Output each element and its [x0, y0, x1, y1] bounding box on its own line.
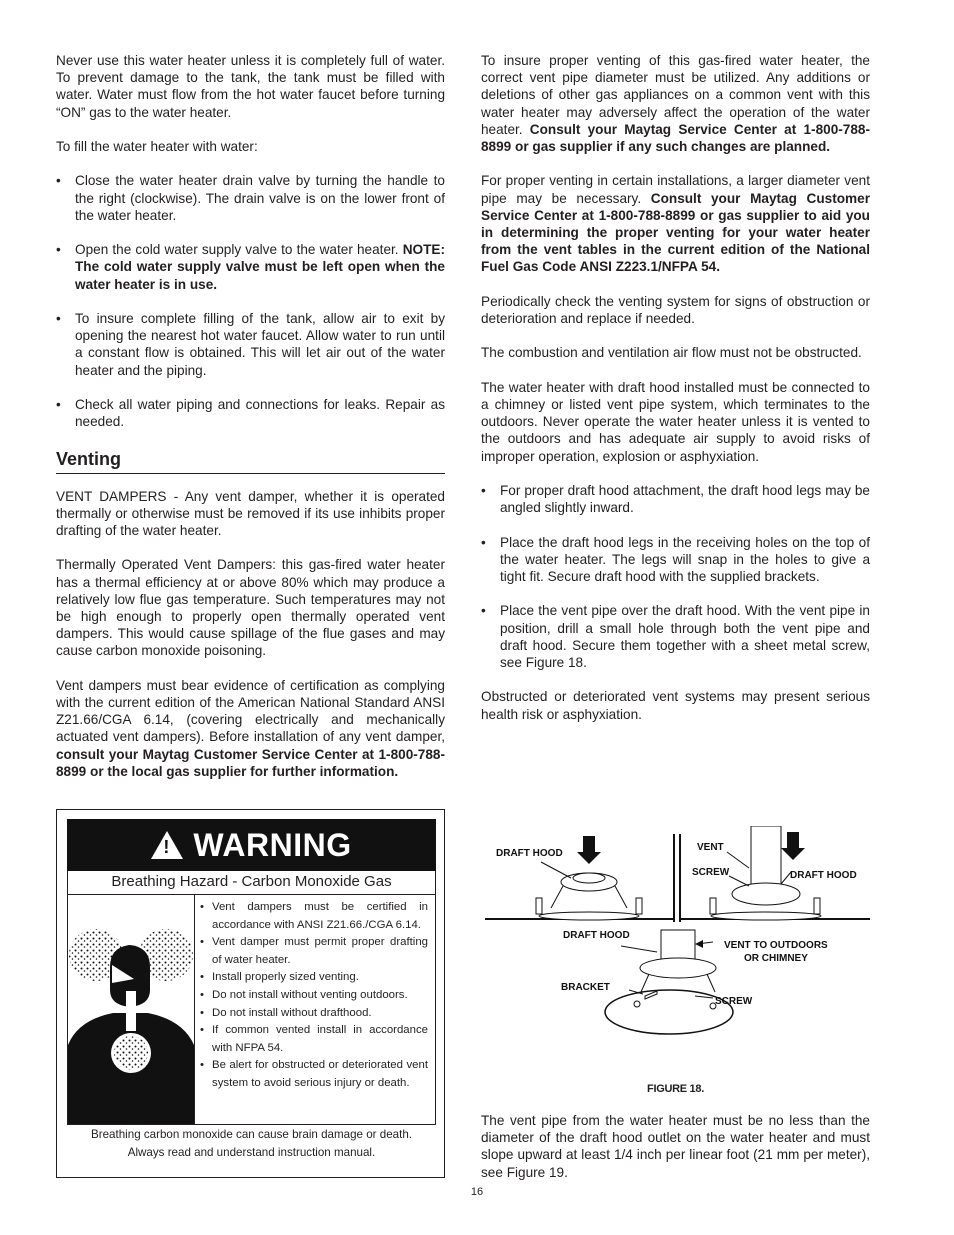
right-column — [481, 52, 870, 740]
periodic-check-paragraph: Periodically check the venting system for signs of obstruction or deterioration and replace if needed. — [481, 293, 870, 327]
warning-item: • Do not install without drafthood. — [200, 1005, 428, 1023]
warning-triangle-icon: ! — [151, 831, 183, 859]
fill-step-2: • Open the cold water supply valve to the water heater. NOTE: The cold water supply valve must be left open when the water heater is in use. — [56, 241, 445, 293]
draft-hood-connection-paragraph: The water heater with draft hood installed must be connected to a chimney or listed vent pipe system, which terminates to the outdoors. Never operate the water heater unless it is vented to the outdoors and has adequate air supply to avoid risks of improper operation, explosion or asphyxiation. — [481, 379, 870, 464]
warning-item: • Vent damper must permit proper drafting of water heater. — [200, 934, 428, 969]
label-screw-bottom: SCREW — [715, 996, 753, 1007]
venting-heading: Venting — [56, 448, 445, 474]
label-draft-hood-left: DRAFT HOOD — [496, 848, 563, 859]
fill-step-3: • To insure complete filling of the tank, allow air to exit by opening the nearest hot water faucet. Allow water to run until a constant flow is obtained. This will let air out of the water heater and the piping. — [56, 310, 445, 379]
vent-dampers-paragraph: VENT DAMPERS - Any vent damper, whether it is operated thermally or otherwise must be removed if its use inhibits proper drafting of the water heater. — [56, 488, 445, 538]
draft-hood-step-2: • Place the draft hood legs in the receiving holes on the top of the water heater. The legs will snap in the holes to give a tight fit. Secure draft hood with the supplied brackets. — [481, 534, 870, 586]
warning-item: • Vent dampers must be certified in accordance with ANSI Z21.66./CGA 6.14. — [200, 899, 428, 934]
thermal-dampers-paragraph: Thermally Operated Vent Dampers: this gas-fired water heater has a thermal efficiency at or above 80% which may produce a relatively low flue gas temperature. Such temperatures may not be high enough to properly open thermally operated vent dampers. This would cause spillage of the flue gases and may cause carbon monoxide poisoning. — [56, 557, 445, 659]
fill-steps-list — [56, 172, 445, 430]
larger-vent-paragraph: For proper venting in certain installations, a larger diameter vent pipe may be necessary. Consult your Maytag Customer Service Center at 1-800-788-8899 or gas supplier to aid you in determining the proper venting for your water heater from the vent tables in the current edition of the National Fuel Gas Code ANSI Z223.1/NFPA 54. — [481, 173, 870, 275]
warning-subtitle: Breathing Hazard - Carbon Monoxide Gas — [67, 871, 436, 895]
warning-item: • Do not install without venting outdoors. — [200, 987, 428, 1005]
label-bracket: BRACKET — [561, 982, 610, 993]
obstructed-vent-paragraph: Obstructed or deteriorated vent systems may present serious health risk or asphyxiation. — [481, 689, 870, 722]
label-vent: VENT — [697, 842, 724, 853]
label-vent-outdoors: VENT TO OUTDOORS — [724, 940, 828, 951]
fill-instructions-lead: To fill the water heater with water: — [56, 139, 258, 154]
vent-diameter-paragraph: To insure proper venting of this gas-fired water heater, the correct vent pipe diameter must be utilized. Any additions or deletions of other gas appliances on a common vent with this water heater may adversely affect the operation of the water heater. Consult your Maytag Service Center at 1-800-788-8899 or gas supplier if any such changes are planned. — [481, 53, 870, 155]
fill-step-4: • Check all water piping and connections for leaks. Repair as needed. — [56, 396, 445, 430]
figure-18 — [481, 826, 870, 1046]
warning-item: • Install properly sized venting. — [200, 969, 428, 987]
intro-paragraph: Never use this water heater unless it is completely full of water. To prevent damage to the tank, the tank must be filled with water. Water must flow from the hot water faucet before turning “ON” gas to the water heater. — [56, 53, 445, 120]
label-chimney: OR CHIMNEY — [744, 953, 808, 964]
air-flow-paragraph: The combustion and ventilation air flow must not be obstructed. — [481, 345, 862, 361]
vent-slope-paragraph: The vent pipe from the water heater must be no less than the diameter of the draft hood outlet on the water heater and must slope upward at least 1/4 inch per linear foot (21 mm per meter), see Figure 19. — [481, 1113, 870, 1180]
figure-caption: FIGURE 18. — [647, 1083, 704, 1095]
page-number: 16 — [470, 1186, 484, 1198]
left-column — [56, 52, 445, 797]
warning-footer: Breathing carbon monoxide can cause brain damage or death. Always read and understand instruction manual. — [91, 1128, 412, 1159]
carbon-monoxide-hazard-icon — [68, 895, 195, 1124]
fill-step-1: • Close the water heater drain valve by turning the handle to the right (clockwise). The drain valve is on the lower front of the water heater. — [56, 172, 445, 224]
warning-list — [200, 899, 428, 1093]
warning-item: • If common vented install in accordance with NFPA 54. — [200, 1022, 428, 1057]
warning-title: WARNING — [193, 826, 352, 863]
label-draft-hood-center: DRAFT HOOD — [563, 930, 630, 941]
warning-header — [67, 819, 436, 871]
warning-body — [67, 895, 436, 1125]
warning-box — [56, 809, 445, 1178]
draft-hood-step-1: • For proper draft hood attachment, the draft hood legs may be angled slightly inward. — [481, 482, 870, 516]
draft-hood-step-3: • Place the vent pipe over the draft hood. With the vent pipe in position, drill a small hole through both the vent pipe and draft hood. Secure them together with a sheet metal screw, see Figure 18. — [481, 602, 870, 671]
label-draft-hood-right: DRAFT HOOD — [790, 870, 857, 881]
warning-item: • Be alert for obstructed or deteriorated vent system to avoid serious injury or death. — [200, 1057, 428, 1092]
draft-hood-steps-list — [481, 482, 870, 671]
label-screw-top: SCREW — [692, 867, 730, 878]
certification-paragraph: Vent dampers must bear evidence of certification as complying with the current edition of the American National Standard ANSI Z21.66/CGA 6.14, (covering electrically and mechanically actuated vent dampers). Before installation of any vent damper, consult your Maytag Customer Service Center at 1-800-788-8899 or the local gas supplier for further information. — [56, 677, 445, 779]
